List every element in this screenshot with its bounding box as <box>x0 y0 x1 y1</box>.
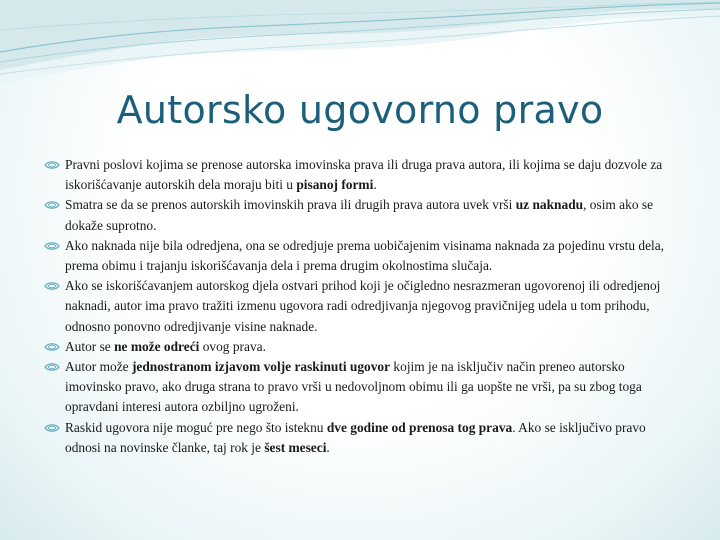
bullet-text: Smatra se da se prenos autorskih imovinskih prava ili drugih prava autora uvek vrši <box>65 197 516 213</box>
bullet-item <box>44 276 684 337</box>
bullet-text: . <box>373 177 377 193</box>
bullet-item <box>44 357 684 418</box>
bullet-text: , osim ako se dokaže suprotno. <box>65 197 654 233</box>
eye-bullet-icon <box>44 160 60 170</box>
bullet-text: Raskid ugovora nije moguć pre nego što isteknu <box>65 419 327 435</box>
bullet-text: Autor može <box>65 359 132 375</box>
bullet-item <box>44 155 684 195</box>
bullet-text: Pravni poslovi kojima se prenose autorska imovinska prava ili druga prava autora, ili kojima se daju dozvole za iskorišćavanje autorskih dela moraju biti u <box>65 157 663 193</box>
bullet-item <box>44 418 684 458</box>
slide-title: Autorsko ugovorno pravo <box>116 88 604 132</box>
eye-bullet-icon <box>44 342 60 352</box>
bullet-item <box>44 236 684 276</box>
bullet-text-bold: dve godine od prenosa tog prava <box>326 419 513 435</box>
bullet-text: ovog prava. <box>199 338 266 354</box>
bullet-text-bold: jednostranom izjavom volje raskinuti ugovor <box>131 359 391 375</box>
eye-bullet-icon <box>44 423 60 433</box>
bullet-text: kojim je na isključiv način preneo autorsko imovinsko pravo, ako druga strana to pravo vrši u nedovoljnom obimu ili ga uopšte ne vrši, pa su zbog toga opravdani interesi autora ozbiljno ugroženi. <box>65 359 642 415</box>
bullet-text: . Ako se isključivo pravo odnosi na novinske članke, taj rok je <box>65 419 646 455</box>
bullet-text: . <box>326 439 330 455</box>
decorative-wave <box>0 0 720 95</box>
eye-bullet-icon <box>44 200 60 210</box>
eye-bullet-icon <box>44 362 60 372</box>
eye-bullet-icon <box>44 281 60 291</box>
bullet-text: Ako se iskorišćavanjem autorskog djela ostvari prihod koji je očigledno nesrazmeran ugovorenoj ili odredjenoj naknadi, autor ima pravo tražiti izmenu ugovora radi odredjivanja njegovog pravičnijeg udela u tom prihodu, odnosno ponovno odredjivanje visine naknade. <box>65 278 661 334</box>
bullet-text-bold: uz naknadu <box>515 197 584 213</box>
bullet-text: Autor se <box>65 338 115 354</box>
bullet-text: Ako naknada nije bila odredjena, ona se odredjuje prema uobičajenim visinama naknada za pojedinu vrstu dela, prema obimu i trajanju iskorišćavanja dela i prema drugim okolnostima slučaja. <box>65 237 665 274</box>
bullet-item <box>44 195 684 235</box>
bullet-text-bold: ne može odreći <box>114 338 200 354</box>
bullet-item <box>44 337 684 357</box>
eye-bullet-icon <box>44 241 60 251</box>
bullet-text-bold: pisanoj formi <box>296 177 374 193</box>
bullet-text-bold: šest meseci <box>264 439 327 455</box>
bullet-list <box>44 155 684 458</box>
